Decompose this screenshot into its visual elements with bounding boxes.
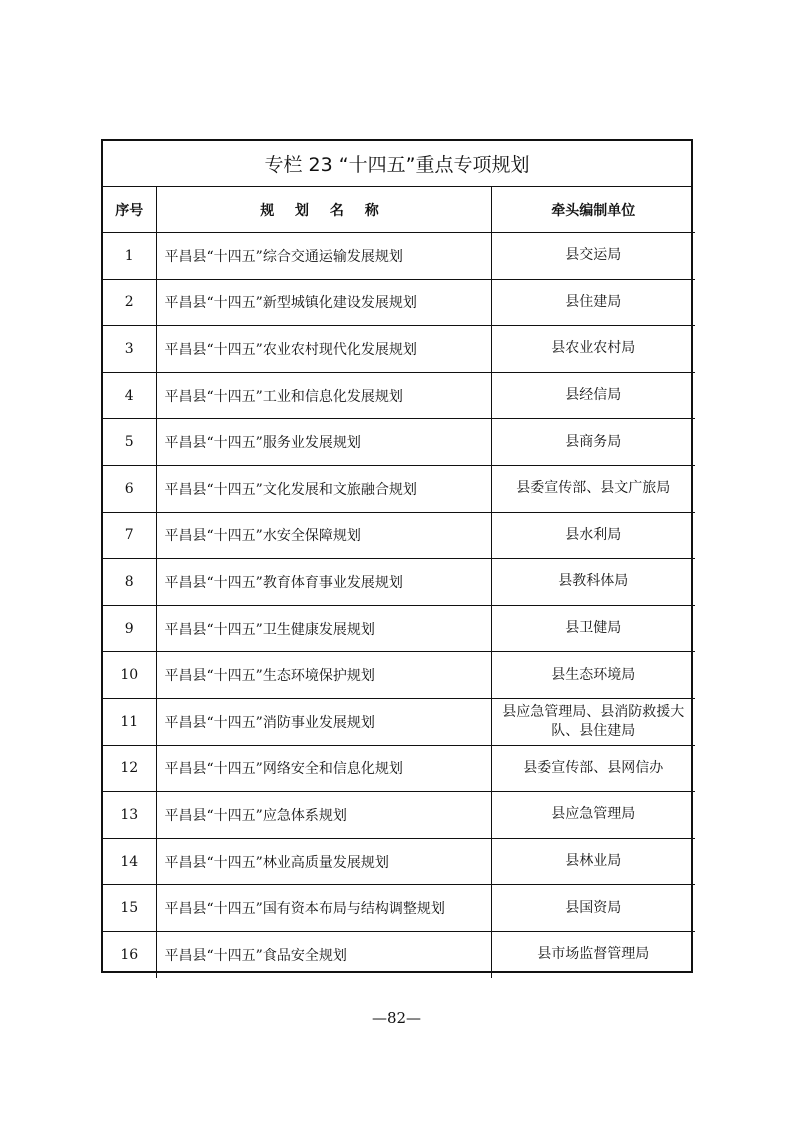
row-org: 县水利局 xyxy=(491,512,695,559)
row-org: 县卫健局 xyxy=(491,605,695,652)
row-index: 10 xyxy=(103,652,156,699)
row-name: 平昌县“十四五”食品安全规划 xyxy=(156,931,491,977)
row-name: 平昌县“十四五”农业农村现代化发展规划 xyxy=(156,326,491,373)
table-row xyxy=(103,512,695,559)
row-index: 4 xyxy=(103,372,156,419)
row-index: 12 xyxy=(103,745,156,792)
page-number: —82— xyxy=(371,1009,422,1027)
row-org: 县生态环境局 xyxy=(491,652,695,699)
table-row xyxy=(103,885,695,932)
row-index: 9 xyxy=(103,605,156,652)
row-org: 县应急管理局、县消防救援大队、县住建局 xyxy=(491,698,695,745)
table-row xyxy=(103,465,695,512)
row-index: 14 xyxy=(103,838,156,885)
row-org: 县委宣传部、县文广旅局 xyxy=(491,465,695,512)
row-index: 7 xyxy=(103,512,156,559)
table-row xyxy=(103,326,695,373)
row-org: 县林业局 xyxy=(491,838,695,885)
row-name: 平昌县“十四五”新型城镇化建设发展规划 xyxy=(156,279,491,326)
row-name: 平昌县“十四五”水安全保障规划 xyxy=(156,512,491,559)
plan-table xyxy=(103,187,695,978)
row-org: 县市场监督管理局 xyxy=(491,931,695,977)
row-index: 6 xyxy=(103,465,156,512)
row-name: 平昌县“十四五”工业和信息化发展规划 xyxy=(156,372,491,419)
table-row xyxy=(103,559,695,606)
row-index: 2 xyxy=(103,279,156,326)
header-row xyxy=(103,187,695,233)
row-org: 县应急管理局 xyxy=(491,792,695,839)
row-index: 15 xyxy=(103,885,156,932)
row-org: 县国资局 xyxy=(491,885,695,932)
row-name: 平昌县“十四五”网络安全和信息化规划 xyxy=(156,745,491,792)
row-org: 县经信局 xyxy=(491,372,695,419)
plan-table-frame xyxy=(101,139,693,973)
row-org: 县商务局 xyxy=(491,419,695,466)
row-org: 县住建局 xyxy=(491,279,695,326)
table-row xyxy=(103,372,695,419)
table-row xyxy=(103,838,695,885)
table-row xyxy=(103,605,695,652)
row-name: 平昌县“十四五”林业高质量发展规划 xyxy=(156,838,491,885)
table-row xyxy=(103,419,695,466)
row-name: 平昌县“十四五”文化发展和文旅融合规划 xyxy=(156,465,491,512)
row-name: 平昌县“十四五”消防事业发展规划 xyxy=(156,698,491,745)
row-index: 11 xyxy=(103,698,156,745)
table-row xyxy=(103,792,695,839)
row-org: 县教科体局 xyxy=(491,559,695,606)
row-name: 平昌县“十四五”卫生健康发展规划 xyxy=(156,605,491,652)
row-index: 16 xyxy=(103,931,156,977)
table-row xyxy=(103,698,695,745)
row-name: 平昌县“十四五”教育体育事业发展规划 xyxy=(156,559,491,606)
header-org: 牵头编制单位 xyxy=(491,187,695,233)
row-org: 县农业农村局 xyxy=(491,326,695,373)
row-name: 平昌县“十四五”应急体系规划 xyxy=(156,792,491,839)
row-org: 县交运局 xyxy=(491,233,695,280)
row-index: 8 xyxy=(103,559,156,606)
table-row xyxy=(103,279,695,326)
table-row xyxy=(103,652,695,699)
table-row xyxy=(103,931,695,977)
row-index: 5 xyxy=(103,419,156,466)
row-index: 3 xyxy=(103,326,156,373)
table-row xyxy=(103,745,695,792)
row-name: 平昌县“十四五”综合交通运输发展规划 xyxy=(156,233,491,280)
header-name: 规 划 名 称 xyxy=(156,187,491,233)
table-row xyxy=(103,233,695,280)
row-name: 平昌县“十四五”生态环境保护规划 xyxy=(156,652,491,699)
row-index: 1 xyxy=(103,233,156,280)
row-name: 平昌县“十四五”服务业发展规划 xyxy=(156,419,491,466)
row-index: 13 xyxy=(103,792,156,839)
row-name: 平昌县“十四五”国有资本布局与结构调整规划 xyxy=(156,885,491,932)
table-title: 专栏 23 “十四五”重点专项规划 xyxy=(103,141,691,187)
row-org: 县委宣传部、县网信办 xyxy=(491,745,695,792)
header-index: 序号 xyxy=(103,187,156,233)
